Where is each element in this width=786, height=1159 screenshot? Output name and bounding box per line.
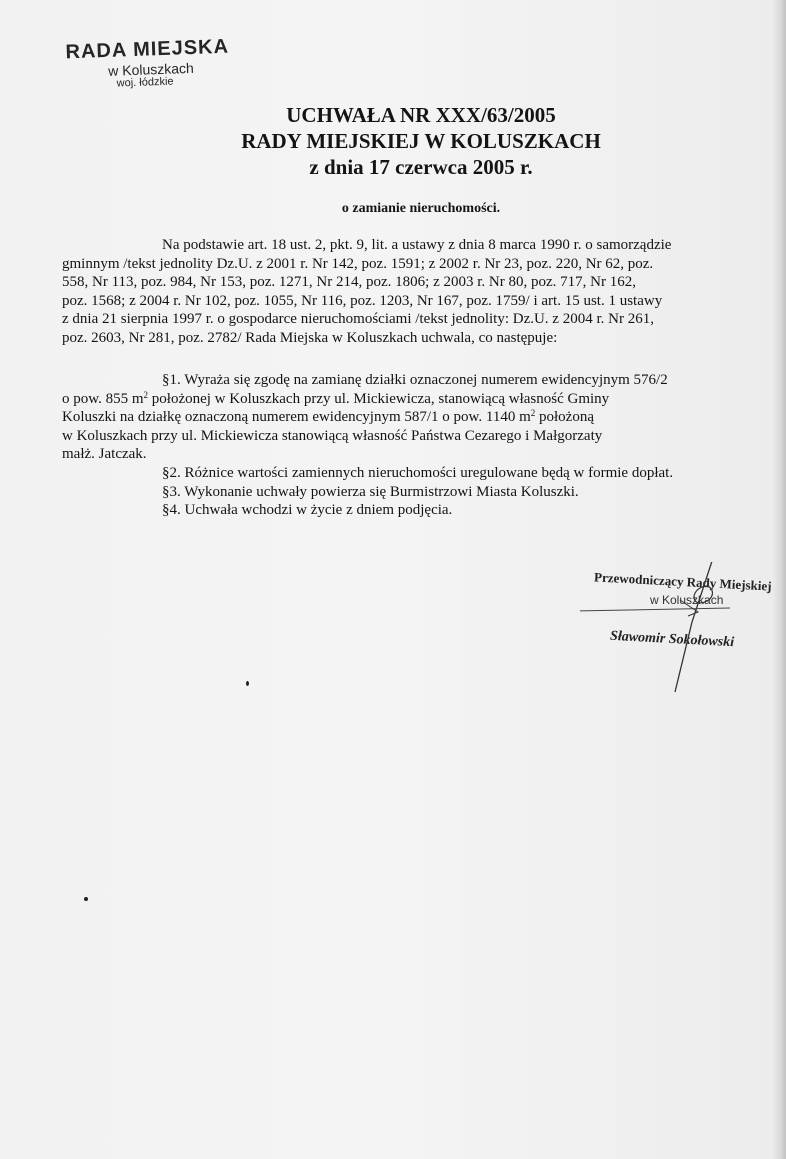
stamp-line-3: woj. łódzkie [116, 75, 174, 90]
section-4: §4. Uchwała wchodzi w życie z dniem podjęcia. [162, 502, 453, 519]
section-1 [62, 371, 668, 464]
paragraph-line [62, 390, 668, 409]
paragraph-line: gminnym /tekst jednolity Dz.U. z 2001 r. Nr 142, poz. 1591; z 2002 r. Nr 23, poz. 220, Nr 62, poz. [62, 255, 654, 272]
paragraph-line: Na podstawie art. 18 ust. 2, pkt. 9, lit. a ustawy z dnia 8 marca 1990 r. o samorządzie [162, 237, 672, 253]
stamp-line-1: RADA MIEJSKA [65, 35, 230, 64]
paragraph-line: w Koluszkach przy ul. Mickiewicza stanowiącą własność Państwa Cezarego i Małgorzaty [62, 427, 603, 444]
handwritten-signature [580, 562, 786, 702]
paragraph-line: małż. Jatczak. [62, 446, 147, 463]
resolution-date: z dnia 17 czerwca 2005 r. [309, 155, 533, 179]
signature-block [580, 562, 786, 702]
superscript: 2 [530, 408, 536, 419]
section-2: §2. Różnice wartości zamiennych nieruchomości uregulowane będą w formie dopłat. [162, 465, 674, 481]
section-3: §3. Wykonanie uchwały powierza się Burmistrzowi Miasta Koluszki. [162, 483, 579, 500]
paragraph-line: poz. 1568; z 2004 r. Nr 102, poz. 1055, Nr 116, poz. 1203, Nr 167, poz. 1759/ i art. 15 ust. 1 ustawy [62, 292, 663, 309]
signer-name: Sławomir Sokołowski [609, 628, 735, 651]
stamp-line-2: w Koluszkach [107, 59, 195, 79]
paragraph-line [62, 408, 668, 427]
signer-role: Przewodniczący Rady Miejskiej [593, 569, 772, 594]
paragraph-line: 558, Nr 113, poz. 984, Nr 153, poz. 1271, Nr 214, poz. 1806; z 2003 r. Nr 80, poz. 717, Nr 162, [62, 274, 636, 291]
sections-2-4 [62, 464, 673, 520]
resolution-number: UCHWAŁA NR XXX/63/2005 [286, 103, 556, 127]
scan-speck [246, 681, 249, 686]
issuing-body: RADY MIEJSKIEJ W KOLUSZKACH [241, 129, 601, 153]
legal-basis-paragraph [62, 236, 671, 348]
paragraph-line: poz. 2603, Nr 281, poz. 2782/ Rada Miejska w Koluszkach uchwala, co następuje: [62, 329, 558, 346]
superscript: 2 [143, 389, 149, 400]
paragraph-line: z dnia 21 sierpnia 1997 r. o gospodarce nieruchomościami /tekst jednolity: Dz.U. z 2004 r. Nr 261, [62, 311, 654, 328]
text-fragment: położonej w Koluszkach przy ul. Mickiewicza, stanowiącą własność Gminy [148, 390, 610, 407]
text-fragment: o pow. 855 m [62, 390, 144, 407]
paragraph-line: §1. Wyraża się zgodę na zamianę działki oznaczonej numerem ewidencyjnym 576/2 [162, 372, 668, 388]
text-fragment: Koluszki na działkę oznaczoną numerem ewidencyjnym 587/1 o pow. 1140 m [62, 409, 531, 426]
scan-speck [84, 897, 88, 901]
resolution-subject: o zamianie nieruchomości. [341, 201, 501, 216]
text-fragment: położoną [535, 409, 594, 426]
signer-role-place: w Koluszkach [650, 593, 724, 607]
council-stamp [65, 35, 257, 92]
